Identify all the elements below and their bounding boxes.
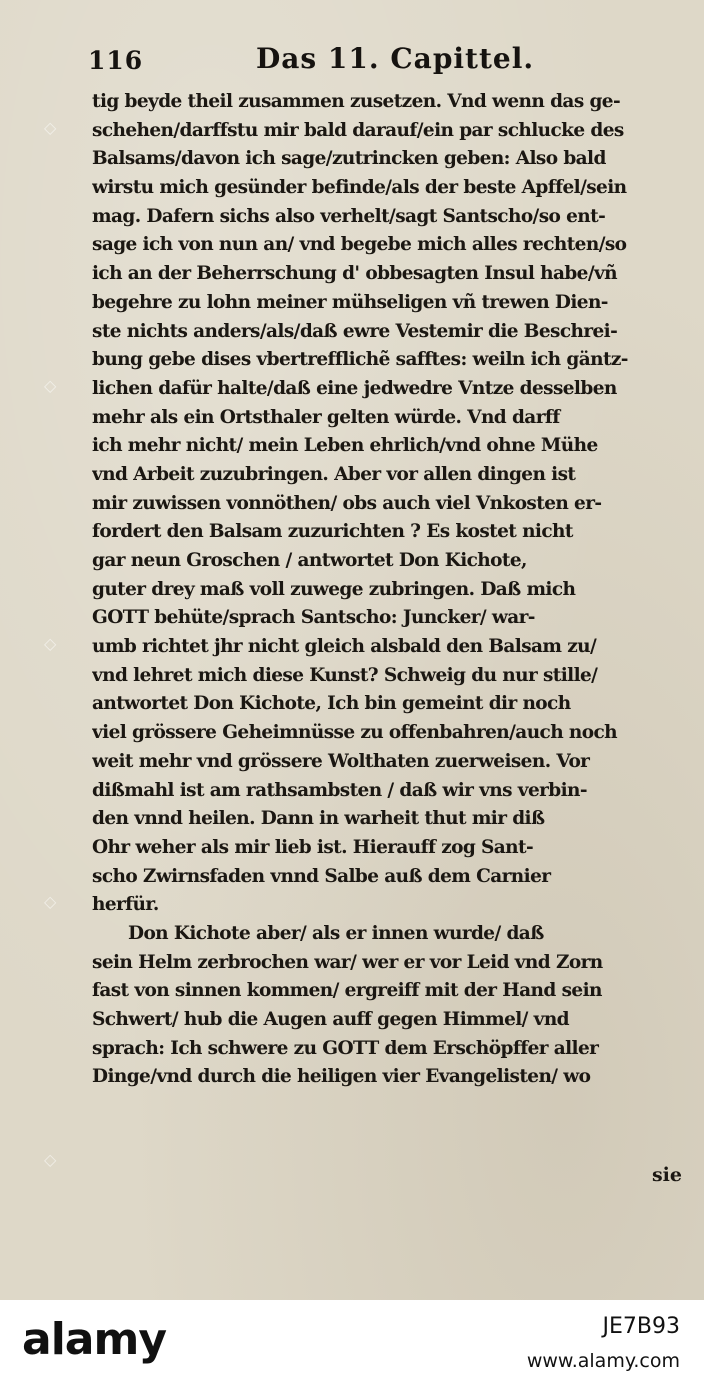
text-line: fordert den Balsam zuzurichten ? Es kostet nicht bbox=[92, 521, 573, 543]
text-line: Ohr weher als mir lieb ist. Hierauff zog Sant- bbox=[92, 836, 534, 858]
text-line: dißmahl ist am rathsambsten / daß wir vns verbin- bbox=[92, 779, 587, 801]
paragraph-first-line: Don Kichote aber/ als er innen wurde/ daß bbox=[128, 922, 544, 944]
text-line: den vnnd heilen. Dann in warheit thut mir diß bbox=[92, 808, 545, 830]
page-number: 116 bbox=[88, 46, 144, 75]
text-line: lichen dafür halte/daß eine jedwedre Vntze desselben bbox=[92, 377, 617, 399]
text-line: mir zuwissen vonnöthen/ obs auch viel Vnkosten er- bbox=[92, 492, 602, 514]
text-line: mag. Dafern sichs also verhelt/sagt Santscho/so ent- bbox=[92, 205, 606, 227]
text-line: viel grössere Geheimnüsse zu offenbahren/auch noch bbox=[92, 722, 618, 744]
text-line: bung gebe dises vbertrefflichẽ safftes: weiln ich gäntz- bbox=[92, 349, 628, 371]
text-line: vnd Arbeit zuzubringen. Aber vor allen dingen ist bbox=[92, 463, 576, 485]
catchword: sie bbox=[651, 1164, 682, 1186]
text-line: Schwert/ hub die Augen auff gegen Himmel/ vnd bbox=[92, 1009, 569, 1030]
text-line: Dinge/vnd durch die heiligen vier Evangelisten/ wo bbox=[92, 1066, 591, 1088]
text-line: sprach: Ich schwere zu GOTT dem Erschöpffer aller bbox=[92, 1037, 599, 1059]
text-line: begehre zu lohn meiner mühseligen vñ trewen Dien- bbox=[92, 291, 608, 313]
watermark-dot: ◇ bbox=[44, 376, 57, 395]
stock-logo: alamy bbox=[22, 1314, 166, 1365]
text-line: GOTT behüte/sprach Santscho: Juncker/ war- bbox=[92, 607, 535, 629]
text-line: umb richtet jhr nicht gleich alsbald den Balsam zu/ bbox=[92, 636, 597, 658]
text-line: herfür. bbox=[92, 894, 159, 916]
text-line: schehen/darffstu mir bald darauf/ein par schlucke des bbox=[92, 119, 624, 141]
text-line: fast von sinnen kommen/ ergreiff mit der Hand sein bbox=[92, 980, 602, 1002]
text-line: vnd lehret mich diese Kunst? Schweig du nur stille/ bbox=[92, 664, 598, 686]
text-line: tig beyde theil zusammen zusetzen. Vnd wenn das ge- bbox=[92, 91, 621, 112]
stock-footer-bar bbox=[0, 1300, 704, 1390]
page-header bbox=[88, 40, 648, 80]
text-line: antwortet Don Kichote, Ich bin gemeint dir noch bbox=[92, 693, 571, 715]
watermark-dot: ◇ bbox=[44, 892, 57, 911]
watermark-dot: ◇ bbox=[44, 634, 57, 653]
watermark-dot: ◇ bbox=[44, 118, 57, 137]
text-line: mehr als ein Ortsthaler gelten würde. Vnd darff bbox=[92, 406, 560, 428]
text-line: wirstu mich gesünder befinde/als der beste Apffel/sein bbox=[92, 177, 627, 199]
text-line: sage ich von nun an/ vnd begebe mich alles rechten/so bbox=[92, 234, 627, 256]
text-line: ste nichts anders/als/daß ewre Vestemir die Beschrei- bbox=[92, 320, 618, 342]
text-line: scho Zwirnsfaden vnnd Salbe auß dem Carnier bbox=[92, 865, 551, 887]
text-line: ich mehr nicht/ mein Leben ehrlich/vnd ohne Mühe bbox=[92, 435, 598, 457]
body-text bbox=[92, 88, 682, 1092]
stock-url: www.alamy.com bbox=[526, 1350, 680, 1372]
text-line: Balsams/davon ich sage/zutrincken geben: Also bald bbox=[92, 148, 606, 170]
text-line: gar neun Groschen / antwortet Don Kichote, bbox=[92, 550, 527, 571]
text-line: guter drey maß voll zuwege zubringen. Daß mich bbox=[92, 578, 576, 600]
text-line: sein Helm zerbrochen war/ wer er vor Leid vnd Zorn bbox=[92, 951, 603, 973]
image-id: JE7B93 bbox=[602, 1314, 680, 1339]
text-line: weit mehr vnd grössere Wolthaten zuerweisen. Vor bbox=[92, 750, 590, 772]
running-title: Das 11. Capittel. bbox=[256, 42, 535, 75]
watermark-dot: ◇ bbox=[44, 1150, 57, 1169]
text-line: ich an der Beherrschung d' obbesagten Insul habe/vñ bbox=[92, 263, 617, 285]
